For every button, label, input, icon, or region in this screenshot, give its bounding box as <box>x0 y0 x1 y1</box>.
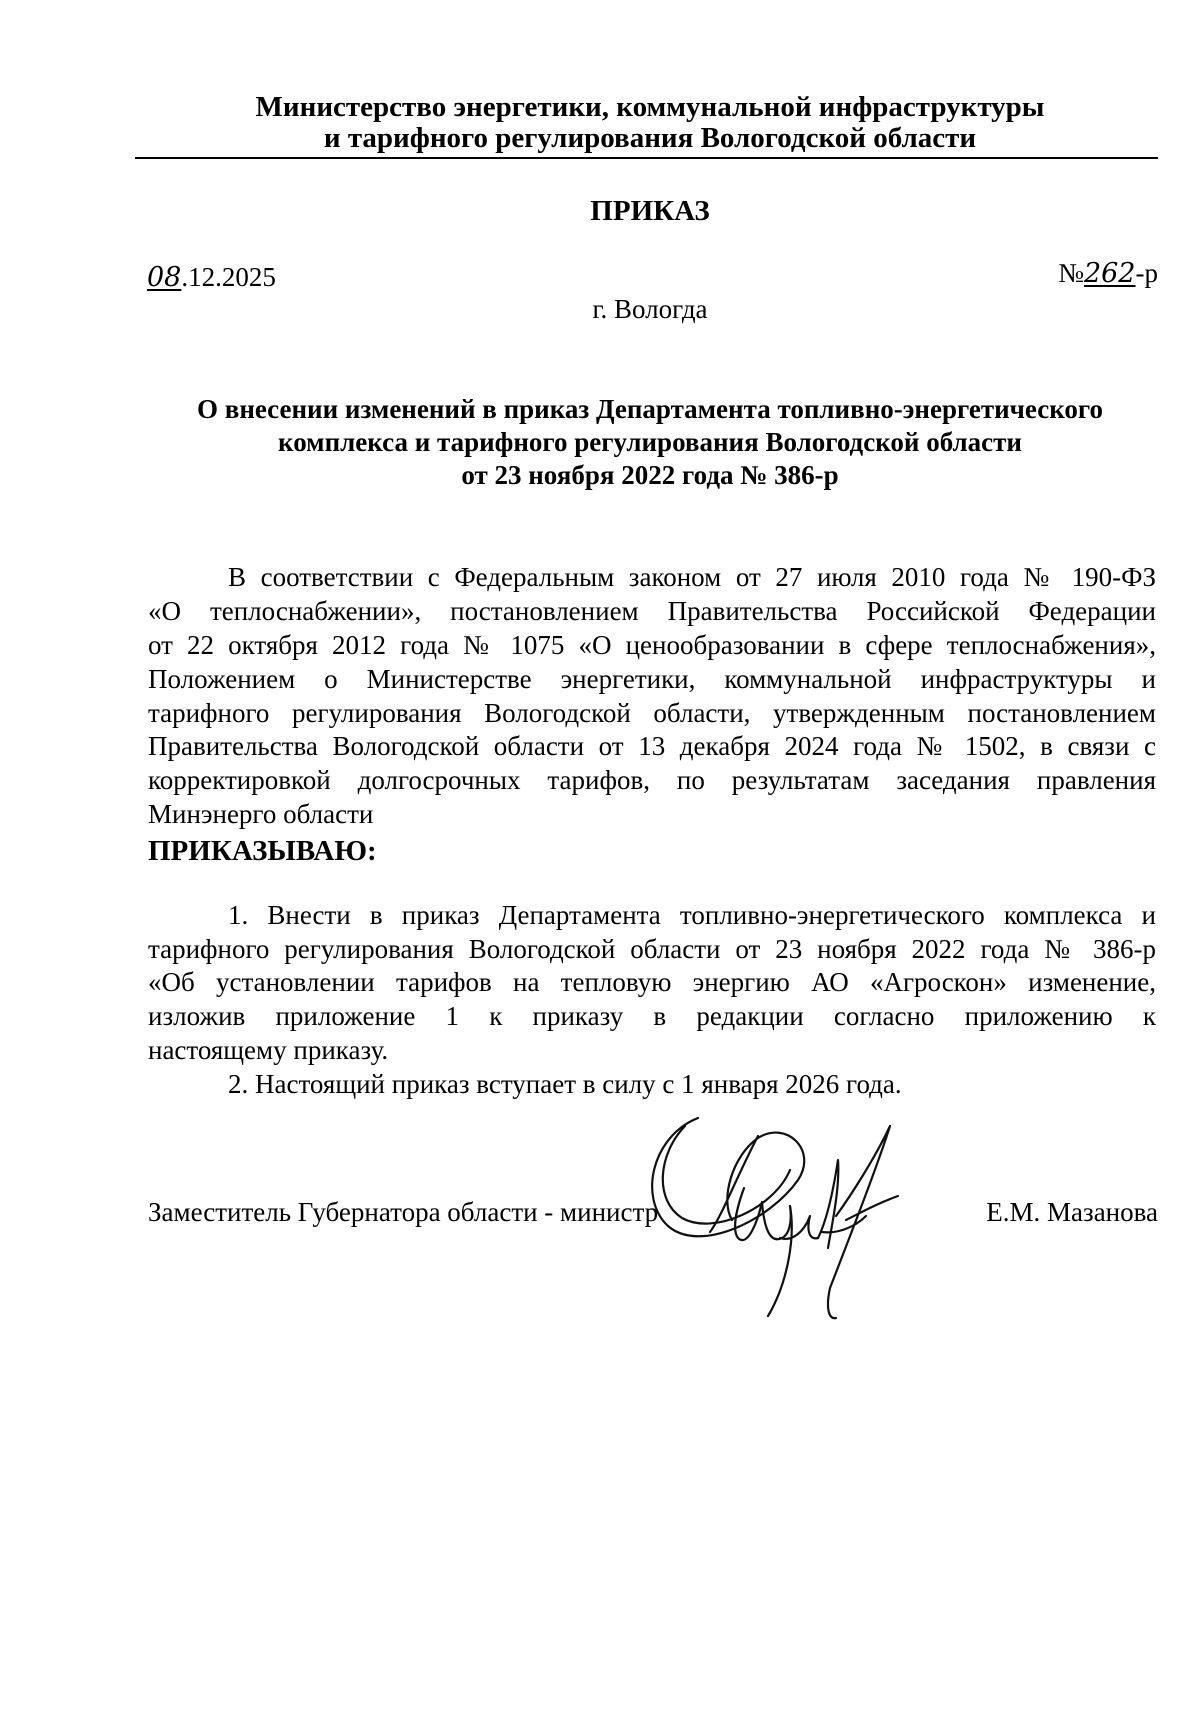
preamble-line: от 22 октября 2012 года № 1075 «О ценообразовании в сфере теплоснабжения», <box>148 630 1156 660</box>
number-sign: № <box>1058 258 1084 288</box>
item-1-line: 1. Внести в приказ Департамента топливно-энергетического комплекса и <box>228 900 1156 930</box>
order-word: ПРИКАЗЫВАЮ: <box>148 835 377 867</box>
date-month-year: .12.2025 <box>181 262 276 292</box>
preamble-line: Положением о Министерстве энергетики, коммунальной инфраструктуры и <box>148 664 1156 694</box>
date-handwritten-day: 08 <box>147 262 182 293</box>
preamble-line: тарифного регулирования Вологодской области, утвержденным постановлением <box>148 698 1156 728</box>
ministry-name-line-1: Министерство энергетики, коммунальной инфраструктуры <box>255 91 1045 123</box>
document-type-heading: ПРИКАЗ <box>590 195 710 227</box>
subject-line-3: от 23 ноября 2022 года № 386-р <box>461 460 839 490</box>
ministry-name-line-2: и тарифного регулирования Вологодской области <box>323 122 977 154</box>
preamble-line: В соответствии с Федеральным законом от 27 июля 2010 года № 190-ФЗ <box>228 562 1156 592</box>
item-2-line: 2. Настоящий приказ вступает в силу с 1 января 2026 года. <box>228 1069 902 1099</box>
preamble-line: Минэнерго области <box>148 799 374 829</box>
item-1-line: настоящему приказу. <box>148 1035 389 1065</box>
signatory-name: Е.М. Мазанова <box>986 1197 1158 1227</box>
item-1-line: тарифного регулирования Вологодской области от 23 ноября 2022 года № 386-р <box>148 934 1156 964</box>
document-date <box>147 262 276 293</box>
subject-line-1: О внесении изменений в приказ Департамента топливно-энергетического <box>196 394 1103 424</box>
preamble-line: «О теплоснабжении», постановлением Правительства Российской Федерации <box>148 596 1156 626</box>
preamble-line: Правительства Вологодской области от 13 декабря 2024 года № 1502, в связи с <box>148 731 1156 761</box>
signatory-title: Заместитель Губернатора области - министр <box>148 1197 659 1227</box>
document-number <box>1058 258 1158 289</box>
item-1-line: «Об установлении тарифов на тепловую энергию АО «Агроскон» изменение, <box>148 967 1156 997</box>
handwritten-signature <box>640 1108 960 1358</box>
preamble-line: корректировкой долгосрочных тарифов, по результатам заседания правления <box>148 765 1156 795</box>
header-divider <box>135 157 1158 159</box>
subject-line-2: комплекса и тарифного регулирования Вологодской области <box>278 427 1022 457</box>
item-1-line: изложив приложение 1 к приказу в редакции согласно приложению к <box>148 1001 1156 1031</box>
number-handwritten: 262 <box>1083 258 1136 289</box>
number-suffix: -р <box>1135 258 1158 288</box>
city-name: г. Вологда <box>592 294 708 324</box>
